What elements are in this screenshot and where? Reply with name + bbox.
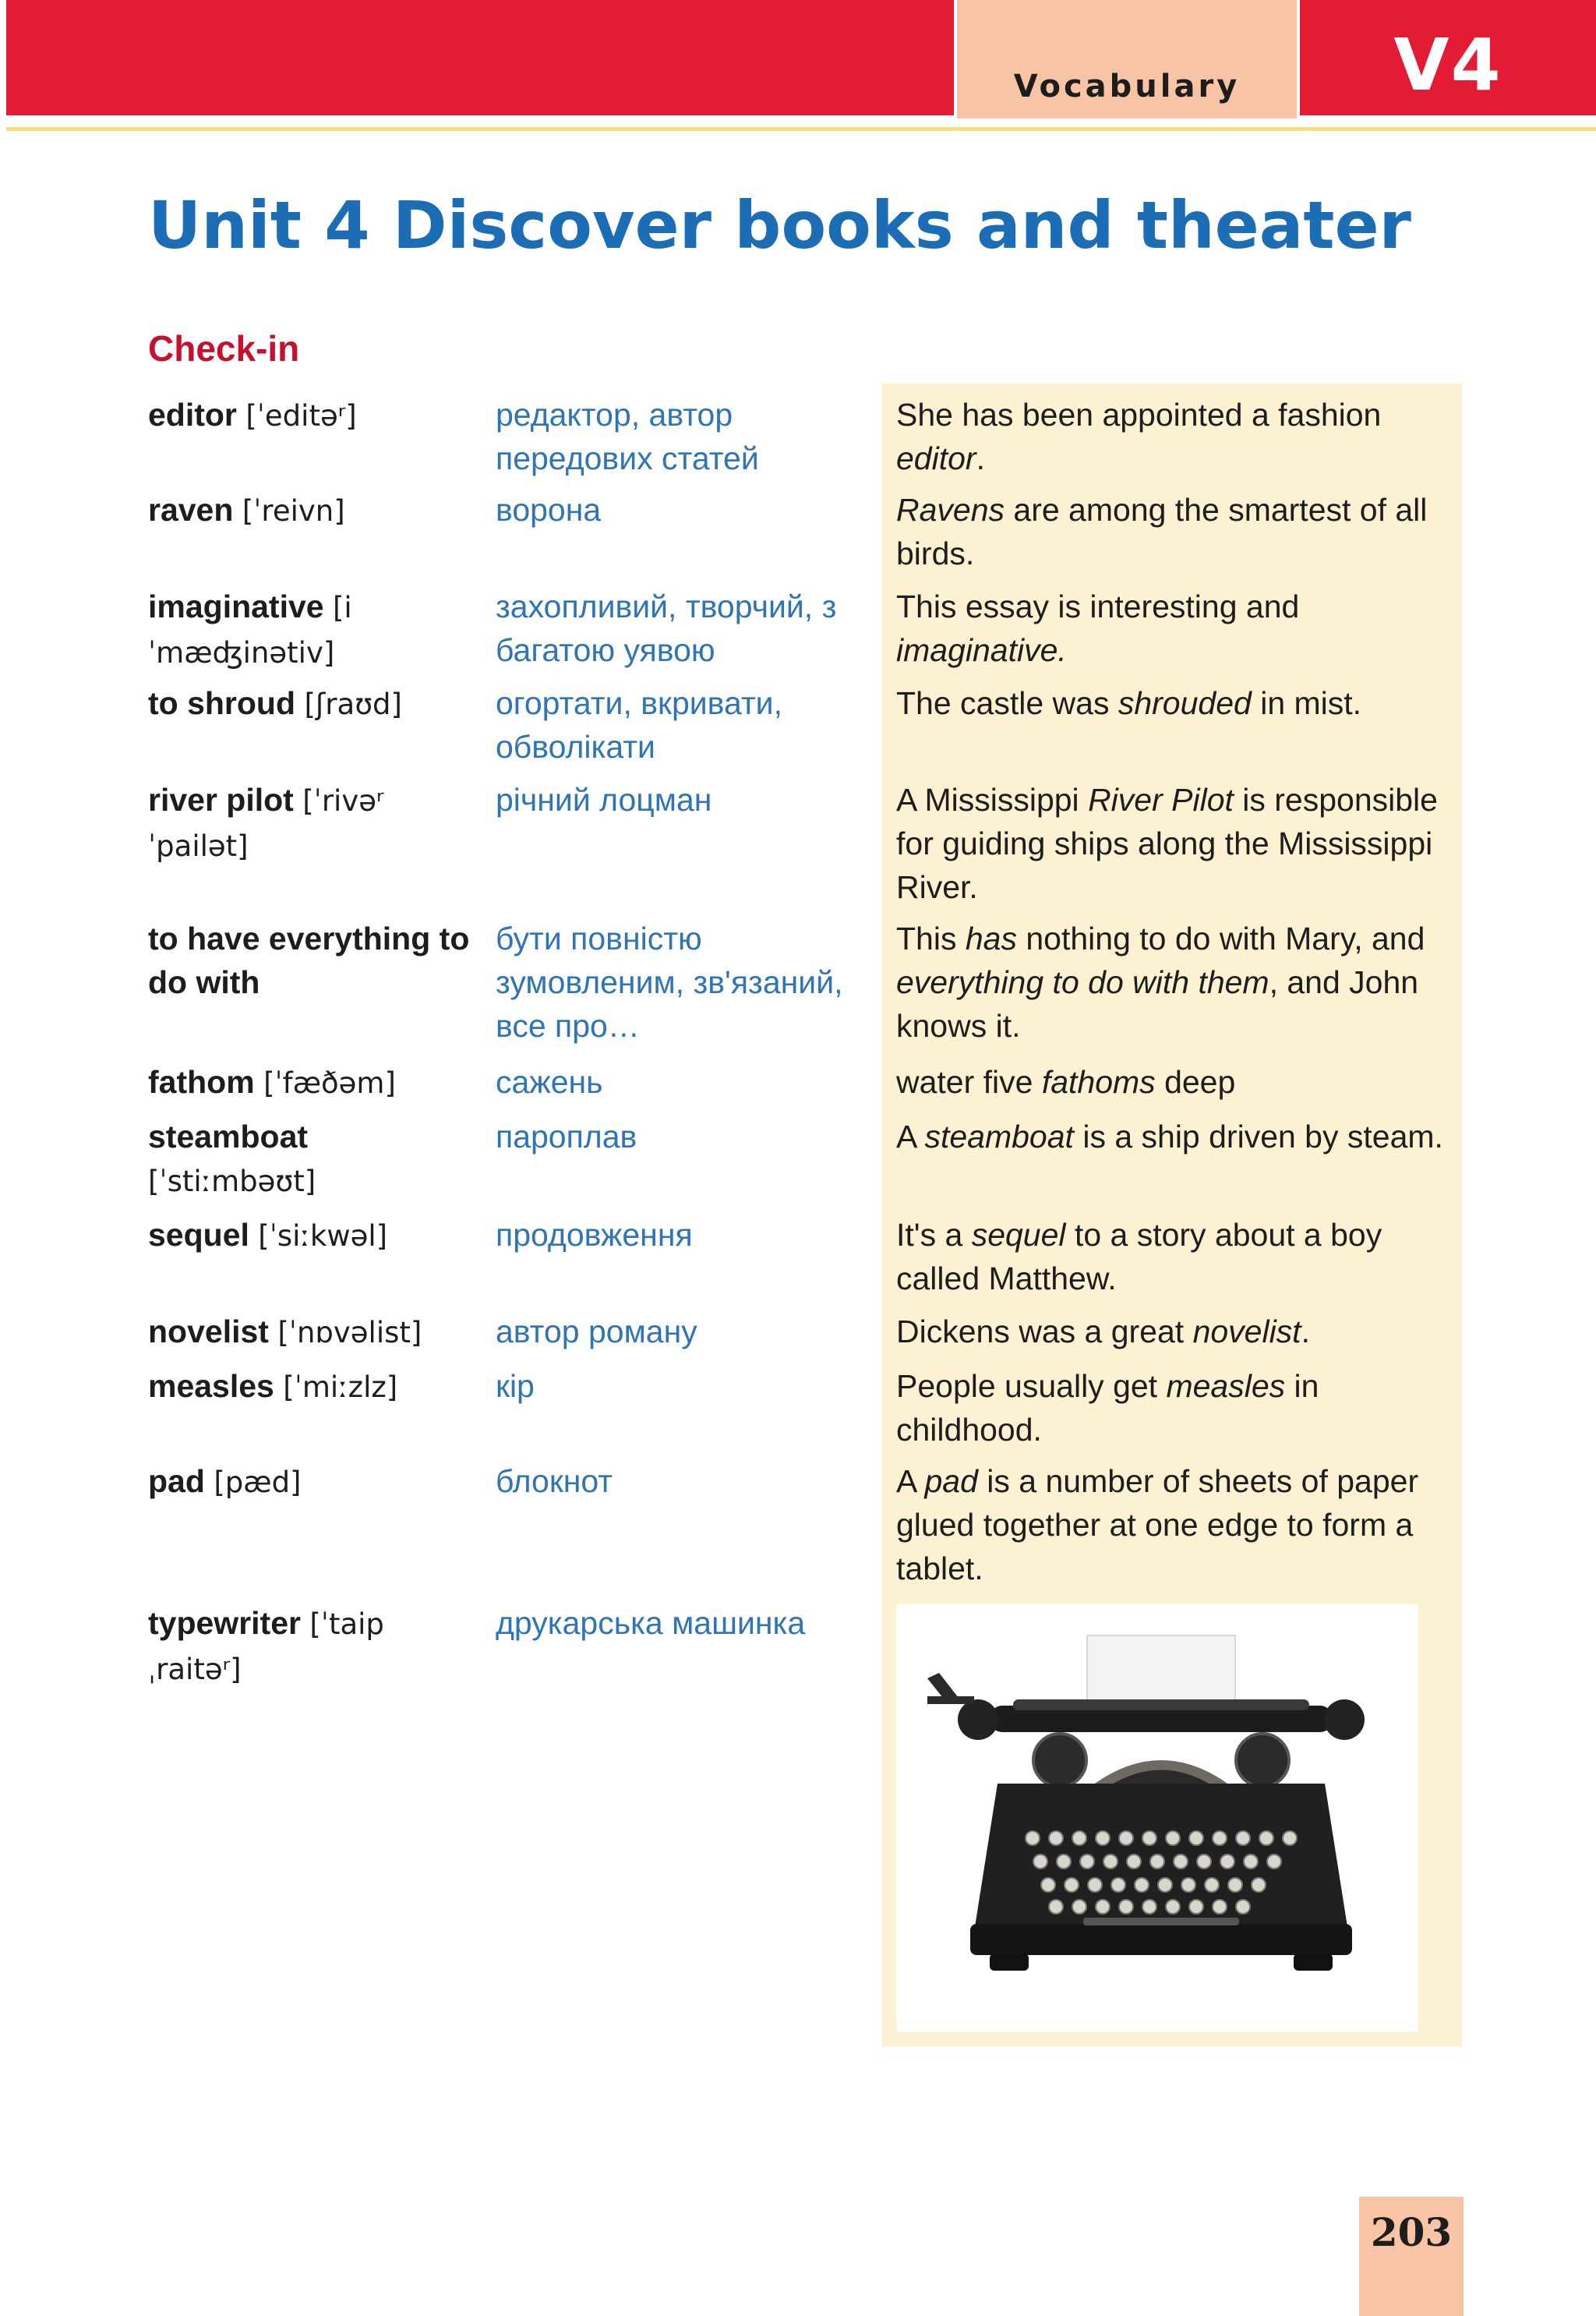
- term-translation: продовження: [496, 1217, 693, 1253]
- term-word: river pilot: [148, 782, 294, 818]
- term-transcription: [ˈmiːzlz]: [283, 1370, 398, 1404]
- term-example: This essay is interesting and imaginative.: [896, 589, 1300, 668]
- term-example: A Mississippi River Pilot is responsible for guiding ships along the Mississippi River.: [896, 782, 1438, 905]
- term-example: This has nothing to do with Mary, and everything to do with them, and John knows it.: [896, 921, 1425, 1044]
- vocab-term: [148, 917, 475, 1004]
- term-word: novelist: [148, 1314, 269, 1349]
- section-heading: Check-in: [148, 328, 300, 369]
- term-transcription: [ˈstiːmbəʊt]: [148, 1165, 316, 1198]
- typewriter-icon: [896, 1604, 1418, 2031]
- term-example: People usually get measles in childhood.: [896, 1368, 1319, 1448]
- vocab-term: [148, 393, 475, 438]
- term-example: Dickens was a great novelist.: [896, 1314, 1310, 1349]
- term-word: steamboat: [148, 1119, 309, 1154]
- term-word: typewriter: [148, 1605, 301, 1641]
- term-translation: огортати, вкривати, обволікати: [496, 685, 782, 765]
- vocab-term: [148, 1601, 475, 1692]
- term-transcription: [ˈsiːkwəl]: [258, 1219, 388, 1253]
- term-translation: сажень: [496, 1064, 603, 1100]
- term-example: The castle was shrouded in mist.: [896, 685, 1362, 721]
- term-translation: блокнот: [496, 1463, 613, 1499]
- term-translation: захопливий, творчий, з багатою уявою: [496, 589, 837, 668]
- vocab-term: [148, 1310, 475, 1355]
- vocab-term: [148, 778, 475, 868]
- vocab-term: [148, 488, 475, 533]
- term-translation: автор роману: [496, 1314, 697, 1349]
- term-translation: пароплав: [496, 1119, 637, 1154]
- term-word: sequel: [148, 1217, 249, 1253]
- term-transcription: [ˈreivn]: [242, 494, 345, 528]
- term-transcription: [ˈnɒvəlist]: [277, 1316, 422, 1349]
- vocab-term: [148, 1364, 475, 1409]
- term-word: editor: [148, 397, 237, 433]
- term-word: measles: [148, 1368, 274, 1404]
- vocab-term: [148, 681, 475, 727]
- term-word: to have everything to do with: [148, 921, 470, 1000]
- header-tab-label: Vocabulary: [1013, 69, 1241, 104]
- term-translation: ворона: [496, 492, 602, 528]
- term-example: A steamboat is a ship driven by steam.: [896, 1119, 1443, 1154]
- page-title: Unit 4 Discover books and theater: [148, 187, 1411, 263]
- section-code: V4: [1393, 23, 1502, 107]
- term-example: water five fathoms deep: [896, 1064, 1236, 1100]
- term-translation: кір: [496, 1368, 535, 1404]
- term-word: to shroud: [148, 685, 296, 721]
- term-translation: річний лоцман: [496, 782, 712, 818]
- header-red-bar: [6, 0, 954, 115]
- vocab-term: [148, 585, 475, 675]
- vocab-term: [148, 1459, 475, 1505]
- term-example: Ravens are among the smartest of all birds.: [896, 492, 1428, 571]
- page-number: 203: [1370, 2209, 1453, 2255]
- term-transcription: [pæd]: [214, 1466, 302, 1499]
- term-word: fathom: [148, 1064, 255, 1100]
- term-translation: редактор, автор передових статей: [496, 397, 759, 476]
- term-example: She has been appointed a fashion editor.: [896, 397, 1382, 476]
- term-example: It's a sequel to a story about a boy called Matthew.: [896, 1217, 1382, 1296]
- term-transcription: [ˈeditəʳ]: [245, 399, 357, 433]
- term-word: pad: [148, 1463, 205, 1499]
- typewriter-photo: [896, 1604, 1418, 2031]
- term-transcription: [ʃraʊd]: [304, 688, 402, 721]
- vocab-term: [148, 1060, 475, 1105]
- term-example: A pad is a number of sheets of paper glued together at one edge to form a tablet.: [896, 1463, 1419, 1586]
- term-word: imaginative: [148, 589, 324, 624]
- term-word: raven: [148, 492, 234, 528]
- term-translation: друкарська машинка: [496, 1605, 806, 1641]
- term-transcription: [iˈmæʤinətiv]: [148, 591, 352, 670]
- term-transcription: [ˈtaipˌraitəʳ]: [148, 1607, 384, 1686]
- header-rule: [6, 127, 1596, 131]
- vocab-term: [148, 1115, 475, 1204]
- term-translation: бути повністю зумовленим, зв'язаний, все про…: [496, 921, 843, 1044]
- vocab-term: [148, 1213, 475, 1258]
- term-transcription: [ˈrivəʳ ˈpailət]: [148, 784, 384, 863]
- term-transcription: [ˈfæðəm]: [263, 1066, 396, 1100]
